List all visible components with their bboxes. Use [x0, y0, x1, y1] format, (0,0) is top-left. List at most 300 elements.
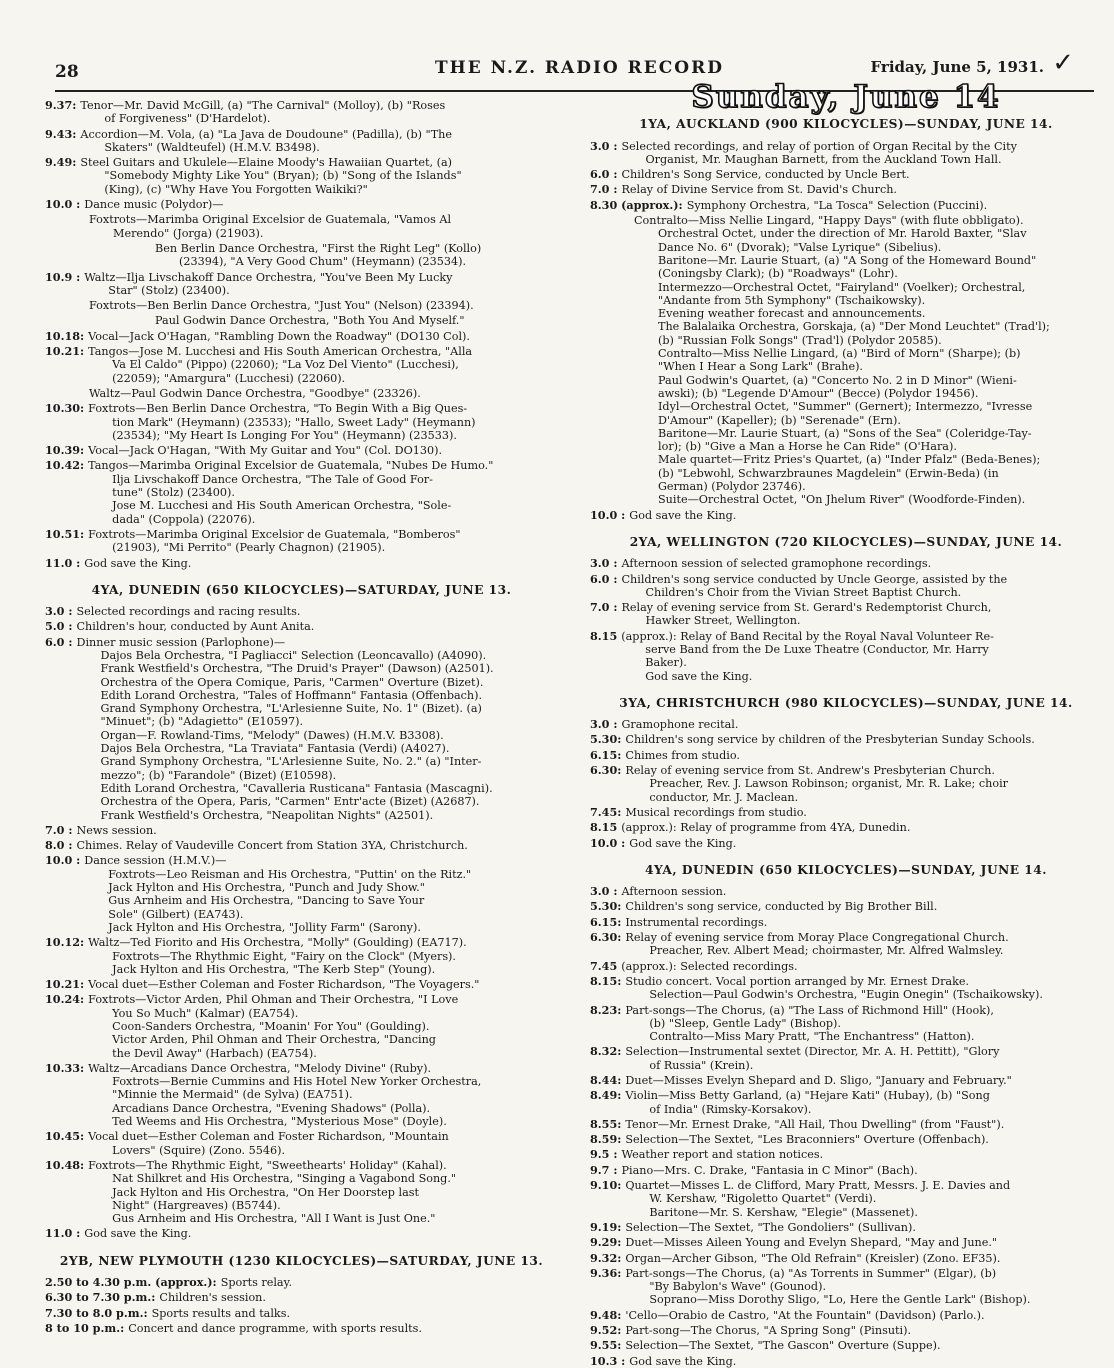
programme-line: Gramophone recital.	[621, 718, 739, 732]
programme-time: 11.0 :	[45, 555, 81, 570]
programme-line: Gus Arnheim and His Orchestra, "Dancing to Save Your	[108, 894, 425, 908]
programme-item	[590, 764, 1102, 804]
programme-time: 10.39:	[45, 443, 85, 458]
programme-item	[45, 1307, 558, 1320]
programme-line: serve Band from the De Luxe Theatre (Conductor, Mr. Harry	[645, 642, 989, 656]
programme-item	[45, 1291, 558, 1304]
programme-item	[590, 1355, 1102, 1368]
programme-line: Organ—F. Rowland-Tims, "Melody" (Dawes) (H.M.V. B3308).	[100, 728, 444, 742]
programme-text	[88, 1159, 558, 1225]
programme-item	[45, 99, 558, 126]
programme-line: Night" (Hargreaves) (B5744).	[112, 1198, 281, 1212]
programme-line: Orchestra of the Opera, Paris, "Carmen" Entr'acte (Bizet) (A2687).	[100, 795, 480, 809]
programme-text	[622, 718, 1103, 731]
programme-time: 10.42:	[45, 458, 85, 473]
programme-time: 10.0 :	[45, 197, 81, 212]
programme-text	[152, 1307, 558, 1320]
programme-time: 3.0 :	[590, 556, 618, 571]
programme-text	[622, 140, 1103, 167]
programme-item	[45, 854, 558, 934]
programme-line: Ted Weems and His Orchestra, "Mysterious Mose" (Doyle).	[112, 1115, 447, 1129]
programme-line: Symphony Orchestra, "La Tosca" Selection (Puccini).	[686, 198, 988, 212]
left-column	[45, 97, 558, 1335]
programme-line: You So Much" (Kalmar) (EA754).	[112, 1006, 299, 1020]
programme-text	[621, 630, 1102, 683]
programme-item	[45, 459, 558, 525]
programme-item	[45, 128, 558, 155]
programme-line: Selection—The Sextet, "The Gascon" Overture (Suppe).	[625, 1339, 941, 1353]
programme-line: Victor Arden, Phil Ohman and Their Orchestra, "Dancing	[112, 1033, 436, 1047]
programme-time: 6.30:	[590, 763, 622, 778]
programme-item	[45, 993, 558, 1059]
programme-item	[590, 1236, 1102, 1249]
programme-line: Chimes. Relay of Vaudeville Concert from Station 3YA, Christchurch.	[76, 839, 468, 853]
programme-line: God save the King.	[84, 1227, 192, 1241]
programme-line: Relay of Divine Service from St. David's Church.	[621, 183, 897, 197]
day-banner: Sunday, June 14	[691, 79, 1001, 115]
programme-line: awski); (b) "Legende D'Amour" (Becce) (Polydor 19456).	[658, 386, 979, 400]
programme-line: Dajos Bela Orchestra, "La Traviata" Fantasia (Verdi) (A4027).	[100, 742, 450, 756]
programme-item	[590, 1089, 1102, 1116]
programme-line: Jose M. Lucchesi and His South American Orchestra, "Sole-	[112, 499, 452, 513]
programme-line: Lovers" (Squire) (Zono. 5546).	[112, 1143, 286, 1157]
programme-text	[128, 1322, 558, 1335]
programme-line: Relay of evening service from St. Gerard's Redemptorist Church,	[621, 601, 992, 615]
programme-text	[88, 1130, 558, 1157]
programme-text	[622, 557, 1103, 570]
programme-line: Tangos—Jose M. Lucchesi and His South American Orchestra, "Alla	[88, 345, 473, 359]
programme-line: Children's Song Service, conducted by Uncle Bert.	[621, 168, 910, 182]
programme-text	[155, 242, 558, 269]
programme-time: 6.0 :	[590, 571, 618, 586]
programme-line: Paul Godwin Dance Orchestra, "Both You And Myself."	[155, 314, 465, 328]
programme-text	[89, 299, 558, 312]
issue-date: Friday, June 5, 1931.	[870, 58, 1044, 76]
programme-line: Vocal—Jack O'Hagan, "With My Guitar and You" (Col. DO130).	[88, 444, 443, 458]
programme-item	[590, 1252, 1102, 1265]
programme-line: Vocal duet—Esther Coleman and Foster Richardson, "The Voyagers."	[88, 978, 480, 992]
programme-item	[590, 960, 1102, 973]
programme-line: Selected recordings, and relay of portion of Organ Recital by the City	[621, 139, 1017, 153]
programme-time: 8.30 (approx.):	[590, 197, 683, 212]
programme-item	[45, 402, 558, 442]
programme-text	[88, 345, 558, 385]
programme-item	[45, 198, 558, 211]
station-heading: 3YA, CHRISTCHURCH (980 KILOCYCLES)—SUNDAY, JUNE 14.	[619, 695, 1073, 710]
programme-text	[625, 975, 1102, 1002]
programme-time: 10.33:	[45, 1060, 85, 1075]
programme-time: 10.21:	[45, 977, 85, 992]
programme-line: Sole" (Gilbert) (EA743).	[108, 907, 244, 921]
programme-text	[625, 1324, 1102, 1337]
programme-line: (21903), "Mi Perrito" (Pearly Chagnon) (21905).	[112, 541, 386, 555]
programme-item	[590, 1148, 1102, 1161]
programme-line: Grand Symphony Orchestra, "L'Arlesienne Suite, No. 1" (Bizet). (a)	[100, 702, 482, 716]
programme-line: Edith Lorand Orchestra, "Cavalleria Rusticana" Fantasia (Mascagni).	[100, 781, 493, 795]
programme-line: the Devil Away" (Harbach) (EA754).	[112, 1046, 317, 1060]
programme-time: 9.55:	[590, 1338, 622, 1353]
programme-line: "Minuet"; (b) "Adagietto" (E10597).	[100, 715, 304, 729]
programme-line: Va El Caldo" (Pippo) (22060); "La Voz Del Viento" (Lucchesi),	[112, 358, 459, 372]
programme-text	[622, 1164, 1103, 1177]
programme-line: The Balalaika Orchestra, Gorskaja, (a) "Der Mond Leuchtet" (Trad'l);	[658, 320, 1050, 334]
programme-text	[621, 960, 1102, 973]
programme-time: 9.48:	[590, 1307, 622, 1322]
programme-line: Foxtrots—The Rhythmic Eight, "Fairy on the Clock" (Myers).	[112, 949, 456, 963]
programme-line: tion Mark" (Heymann) (23533); "Hallo, Sweet Lady" (Heymann)	[112, 415, 476, 429]
programme-line: Relay of evening service from St. Andrew's Presbyterian Church.	[625, 764, 995, 778]
programme-line: Concert and dance programme, with sports results.	[128, 1321, 422, 1335]
programme-time: 5.30:	[590, 899, 622, 914]
programme-item	[45, 387, 558, 400]
programme-text	[625, 764, 1102, 804]
programme-line: Children's hour, conducted by Aunt Anita.	[76, 620, 315, 634]
programme-text	[625, 1339, 1102, 1352]
programme-item	[45, 1159, 558, 1225]
programme-text	[625, 733, 1102, 746]
programme-item	[590, 733, 1102, 746]
programme-item	[45, 242, 558, 269]
programme-line: God save the King.	[629, 1354, 737, 1368]
programme-line: "Minnie the Mermaid" (de Sylva) (EA751).	[112, 1088, 353, 1102]
programme-item	[590, 885, 1102, 898]
programme-line: 'Cello—Orabio de Castro, "At the Fountain" (Davidson) (Parlo.).	[625, 1308, 985, 1322]
programme-time: 9.43:	[45, 126, 77, 141]
programme-item	[45, 978, 558, 991]
programme-time: 10.48:	[45, 1157, 85, 1172]
programme-line: Merendo" (Jorga) (21903).	[113, 226, 264, 240]
programme-text	[84, 1227, 558, 1240]
programme-time: 8.0 :	[45, 838, 73, 853]
programme-time: 9.10:	[590, 1178, 622, 1193]
programme-text	[625, 1074, 1102, 1087]
programme-time: 10.18:	[45, 328, 85, 343]
programme-time: 10.0 :	[590, 835, 626, 850]
programme-time: 9.19:	[590, 1219, 622, 1234]
programme-text	[84, 557, 558, 570]
programme-item	[590, 1004, 1102, 1044]
programme-line: Foxtrots—Ben Berlin Dance Orchestra, "Just You" (Nelson) (23394).	[89, 299, 474, 313]
programme-item	[45, 528, 558, 555]
programme-line: Duet—Misses Evelyn Shepard and D. Sligo, "January and February."	[625, 1074, 1012, 1087]
programme-text	[625, 1252, 1102, 1265]
programme-time: 8.23:	[590, 1002, 622, 1017]
programme-item	[45, 213, 558, 240]
programme-time: 11.0 :	[45, 1226, 81, 1241]
programme-item	[590, 1221, 1102, 1234]
programme-time: 7.30 to 8.0 p.m.:	[45, 1305, 148, 1320]
programme-line: Vocal—Jack O'Hagan, "Rambling Down the Roadway" (DO130 Col).	[88, 329, 470, 343]
programme-item	[590, 1133, 1102, 1146]
programme-line: Idyl—Orchestral Octet, "Summer" (Gernert); Intermezzo, "Ivresse	[658, 400, 1033, 414]
programme-text	[625, 1221, 1102, 1234]
programme-line: Tenor—Mr. David McGill, (a) "The Carnival" (Molloy), (b) "Roses	[80, 99, 446, 112]
programme-item	[590, 718, 1102, 731]
programme-line: Tenor—Mr. Ernest Drake, "All Hail, Thou Dwelling" (from "Faust").	[625, 1117, 1005, 1131]
programme-line: Quartet—Misses L. de Clifford, Mary Pratt, Messrs. J. E. Davies and	[625, 1179, 1011, 1193]
programme-text	[88, 444, 558, 457]
programme-line: Relay of evening service from Moray Place Congregational Church.	[625, 931, 1009, 945]
programme-text	[77, 824, 559, 837]
programme-item	[590, 837, 1102, 850]
programme-time: 8.55:	[590, 1116, 622, 1131]
programme-item	[590, 1309, 1102, 1322]
programme-time: 8.15:	[590, 973, 622, 988]
programme-item	[45, 605, 558, 618]
programme-text	[625, 1179, 1102, 1219]
programme-time: 7.0 :	[590, 182, 618, 197]
programme-text	[625, 1089, 1102, 1116]
programme-line: lor); (b) "Give a Man a Horse he Can Ride" (O'Hara).	[658, 440, 957, 454]
programme-line: Contralto—Miss Mary Pratt, "The Enchantress" (Hatton).	[649, 1030, 975, 1044]
programme-line: Gus Arnheim and His Orchestra, "All I Want is Just One."	[112, 1212, 436, 1226]
programme-line: Preacher, Rev. J. Lawson Robinson; organist, Mr. R. Lake; choir	[649, 777, 1009, 791]
station-heading: 2YB, NEW PLYMOUTH (1230 KILOCYCLES)—SATURDAY, JUNE 13.	[59, 1253, 544, 1268]
programme-line: Jack Hylton and His Orchestra, "The Kerb Step" (Young).	[112, 962, 436, 976]
programme-item	[590, 1179, 1102, 1219]
programme-line: Waltz—Ilja Livschakoff Dance Orchestra, "You've Been My Lucky	[84, 270, 453, 284]
programme-text	[221, 1276, 558, 1289]
programme-line: mezzo"; (b) "Farandole" (Bizet) (E10598).	[100, 768, 337, 782]
programme-line: Children's song service by children of the Presbyterian Sunday Schools.	[625, 733, 1035, 747]
programme-item	[590, 214, 1102, 507]
programme-text	[77, 839, 559, 852]
programme-time: 9.29:	[590, 1235, 622, 1250]
programme-line: (Coningsby Clark); (b) "Roadways" (Lohr).	[658, 267, 898, 281]
programme-time: 9.32:	[590, 1250, 622, 1265]
programme-line: Contralto—Miss Nellie Lingard, (a) "Bird of Morn" (Sharpe); (b)	[658, 347, 1021, 361]
programme-line: of Russia" (Krein).	[649, 1058, 754, 1072]
programme-line: Selection—The Sextet, "The Gondoliers" (Sullivan).	[625, 1220, 916, 1234]
programme-item	[590, 975, 1102, 1002]
programme-line: Children's song service, conducted by Big Brother Bill.	[625, 900, 938, 914]
programme-item	[45, 314, 558, 327]
programme-line: Edith Lorand Orchestra, "Tales of Hoffmann" Fantasia (Offenbach).	[100, 688, 483, 702]
programme-text	[88, 330, 558, 343]
programme-item	[45, 345, 558, 385]
programme-item	[590, 1045, 1102, 1072]
programme-text	[625, 1004, 1102, 1044]
programme-item	[590, 140, 1102, 167]
programme-text	[622, 168, 1103, 181]
programme-text	[88, 1062, 558, 1128]
page-number: 28	[55, 62, 79, 82]
programme-text	[622, 1148, 1103, 1161]
programme-line: Sports results and talks.	[151, 1306, 291, 1320]
programme-text	[629, 1355, 1102, 1368]
programme-item	[45, 299, 558, 312]
programme-time: 10.3 :	[590, 1353, 626, 1368]
programme-item	[590, 1324, 1102, 1337]
programme-line: (approx.): Relay of Band Recital by the Royal Naval Volunteer Re-	[621, 629, 994, 643]
programme-item	[45, 1322, 558, 1335]
programme-time: 8 to 10 p.m.:	[45, 1320, 125, 1335]
programme-text	[625, 1236, 1102, 1249]
programme-item	[590, 821, 1102, 834]
programme-line: Children's Choir from the Vivian Street Baptist Church.	[645, 585, 962, 599]
programme-text	[155, 314, 558, 327]
programme-text	[625, 1045, 1102, 1072]
programme-item	[590, 168, 1102, 181]
programme-text	[80, 128, 558, 155]
programme-item	[590, 557, 1102, 570]
programme-item	[45, 271, 558, 298]
programme-line: (22059); "Amargura" (Lucchesi) (22060).	[112, 371, 346, 385]
programme-line: Preacher, Rev. Albert Mead; choirmaster, Mr. Alfred Walmsley.	[649, 944, 1004, 958]
programme-time: 9.7 :	[590, 1162, 618, 1177]
programme-item	[590, 1074, 1102, 1087]
programme-item	[45, 557, 558, 570]
programme-text	[622, 573, 1103, 600]
programme-time: 3.0 :	[590, 884, 618, 899]
programme-line: Hawker Street, Wellington.	[645, 614, 801, 628]
programme-line: Paul Godwin's Quartet, (a) "Concerto No. 2 in D Minor" (Wieni-	[658, 373, 1017, 387]
programme-line: Jack Hylton and His Orchestra, "Punch and Judy Show."	[108, 881, 425, 895]
programme-time: 8.59:	[590, 1132, 622, 1147]
programme-item	[45, 1130, 558, 1157]
programme-text	[625, 1309, 1102, 1322]
programme-line: Coon-Sanders Orchestra, "Moanin' For You" (Goulding).	[112, 1020, 430, 1033]
programme-time: 10.21:	[45, 344, 85, 359]
programme-line: Ilja Livschakoff Dance Orchestra, "The Tale of Good For-	[112, 472, 433, 486]
programme-time: 8.49:	[590, 1088, 622, 1103]
programme-line: Tangos—Marimba Original Excelsior de Guatemala, "Nubes De Humo."	[88, 459, 494, 473]
programme-line: Jack Hylton and His Orchestra, "On Her Doorstep last	[112, 1185, 419, 1199]
programme-line: (23394), "A Very Good Chum" (Heymann) (23534).	[179, 255, 467, 269]
programme-time: 6.15:	[590, 747, 622, 762]
programme-line: Arcadians Dance Orchestra, "Evening Shadows" (Polla).	[112, 1101, 431, 1115]
station-heading: 1YA, AUCKLAND (900 KILOCYCLES)—SUNDAY, JUNE 14.	[639, 117, 1053, 132]
programme-item	[590, 199, 1102, 212]
programme-line: Children's session.	[159, 1291, 266, 1305]
programme-line: Evening weather forecast and announcements.	[658, 307, 926, 321]
programme-line: of India" (Rimsky-Korsakov).	[649, 1102, 812, 1116]
programme-line: Instrumental recordings.	[625, 915, 768, 929]
programme-text	[625, 1133, 1102, 1146]
programme-line: Dinner music session (Parlophone)—	[76, 635, 286, 649]
programme-time: 10.45:	[45, 1129, 85, 1144]
programme-line: Selection—Paul Godwin's Orchestra, "Eugin Onegin" (Tschaikowsky).	[649, 988, 1043, 1002]
programme-time: 10.30:	[45, 401, 85, 416]
programme-line: Skaters" (Waldteufel) (H.M.V. B3498).	[104, 140, 320, 154]
programme-time: 7.0 :	[45, 822, 73, 837]
publication-title: THE N.Z. RADIO RECORD	[435, 58, 724, 78]
programme-line: D'Amour" (Kapeller); (b) "Serenade" (Ern).	[658, 413, 901, 427]
programme-item	[590, 573, 1102, 600]
programme-text	[625, 900, 1102, 913]
programme-text	[84, 271, 558, 298]
programme-line: Accordion—M. Vola, (a) "La Java de Doudoune" (Padilla), (b) "The	[80, 127, 452, 141]
programme-line: conductor, Mr. J. Maclean.	[649, 790, 799, 804]
programme-item	[590, 931, 1102, 958]
programme-item	[45, 444, 558, 457]
programme-line: God save the King.	[629, 836, 737, 850]
programme-text	[77, 620, 559, 633]
programme-text	[625, 806, 1102, 819]
programme-time: 7.45:	[590, 804, 622, 819]
programme-line: Sports relay.	[220, 1276, 292, 1290]
programme-text	[621, 821, 1102, 834]
programme-line: Part-songs—The Chorus, (a) "As Torrents in Summer" (Elgar), (b)	[625, 1266, 997, 1280]
programme-line: Waltz—Ted Fiorito and His Orchestra, "Molly" (Goulding) (EA717).	[88, 936, 467, 950]
programme-item	[45, 1276, 558, 1289]
programme-line: Afternoon session of selected gramophone recordings.	[621, 557, 932, 571]
programme-text	[625, 1267, 1102, 1307]
programme-line: Weather report and station notices.	[621, 1148, 824, 1162]
programme-line: Dance music (Polydor)—	[84, 198, 224, 212]
programme-time: 6.0 :	[590, 167, 618, 182]
programme-time: 8.15	[590, 820, 618, 835]
programme-text	[88, 993, 558, 1059]
programme-line: God save the King.	[629, 508, 737, 522]
programme-line: Nat Shilkret and His Orchestra, "Singing a Vagabond Song."	[112, 1172, 457, 1186]
programme-text	[89, 213, 558, 240]
programme-time: 5.0 :	[45, 619, 73, 634]
programme-line: Baritone—Mr. Laurie Stuart, (a) "A Song of the Homeward Bound"	[658, 253, 1037, 267]
programme-item	[590, 509, 1102, 522]
programme-line: tune" (Stolz) (23400).	[112, 486, 235, 500]
programme-text	[159, 1291, 558, 1304]
programme-line: "When I Hear a Song Lark" (Brahe).	[658, 360, 863, 374]
programme-text	[88, 528, 558, 555]
right-column	[590, 79, 1102, 1368]
programme-text	[89, 387, 558, 400]
programme-text	[629, 837, 1102, 850]
programme-line: Foxtrots—Victor Arden, Phil Ohman and Their Orchestra, "I Love	[88, 993, 459, 1007]
programme-line: Studio concert. Vocal portion arranged by Mr. Ernest Drake.	[625, 974, 970, 988]
programme-line: of Forgiveness" (D'Hardelot).	[104, 112, 271, 126]
programme-time: 2.50 to 4.30 p.m. (approx.):	[45, 1275, 217, 1290]
programme-item	[590, 806, 1102, 819]
programme-text	[84, 854, 558, 934]
station-heading: 4YA, DUNEDIN (650 KILOCYCLES)—SATURDAY, JUNE 13.	[91, 582, 512, 597]
programme-line: Waltz—Arcadians Dance Orchestra, "Melody Divine" (Ruby).	[88, 1061, 432, 1075]
programme-line: God save the King.	[645, 669, 753, 683]
programme-text	[77, 636, 559, 822]
programme-line: Foxtrots—Leo Reisman and His Orchestra, "Puttin' on the Ritz."	[108, 867, 472, 881]
programme-time: 3.0 :	[590, 138, 618, 153]
programme-time: 8.32:	[590, 1044, 622, 1059]
programme-line: Musical recordings from studio.	[625, 805, 807, 819]
programme-line: Dajos Bela Orchestra, "I Pagliacci" Selection (Leoncavallo) (A4090).	[100, 648, 487, 662]
programme-line: News session.	[76, 823, 157, 837]
programme-item	[590, 749, 1102, 762]
programme-line: dada" (Coppola) (22076).	[112, 512, 256, 526]
programme-line: (King), (c) "Why Have You Forgotten Waikiki?"	[104, 182, 368, 196]
programme-item	[45, 330, 558, 343]
programme-line: Waltz—Paul Godwin Dance Orchestra, "Goodbye" (23326).	[89, 386, 421, 400]
programme-item	[45, 620, 558, 633]
programme-line: Children's song service conducted by Uncle George, assisted by the	[621, 572, 1008, 586]
programme-time: 10.0 :	[45, 853, 81, 868]
programme-text	[80, 99, 558, 126]
programme-line: (b) "Sleep, Gentle Lady" (Bishop).	[649, 1016, 841, 1030]
programme-line: Baritone—Mr. Laurie Stuart, (a) "Sons of the Sea" (Coleridge-Tay-	[658, 426, 1032, 440]
programme-line: God save the King.	[84, 556, 192, 570]
programme-time: 6.30:	[590, 930, 622, 945]
programme-line: W. Kershaw, "Rigoletto Quartet" (Verdi).	[649, 1192, 877, 1206]
programme-line: Star" (Stolz) (23400).	[108, 283, 230, 297]
programme-time: 6.15:	[590, 914, 622, 929]
programme-time: 3.0 :	[45, 604, 73, 619]
programme-line: German) (Polydor 23746).	[658, 480, 806, 494]
programme-line: Ben Berlin Dance Orchestra, "First the Right Leg" (Kollo)	[155, 241, 482, 255]
programme-item	[590, 630, 1102, 683]
programme-text	[622, 885, 1103, 898]
programme-time: 6.0 :	[45, 634, 73, 649]
programme-time: 7.45	[590, 958, 618, 973]
programme-line: Suite—Orchestral Octet, "On Jhelum River" (Woodforde-Finden).	[658, 493, 1026, 507]
